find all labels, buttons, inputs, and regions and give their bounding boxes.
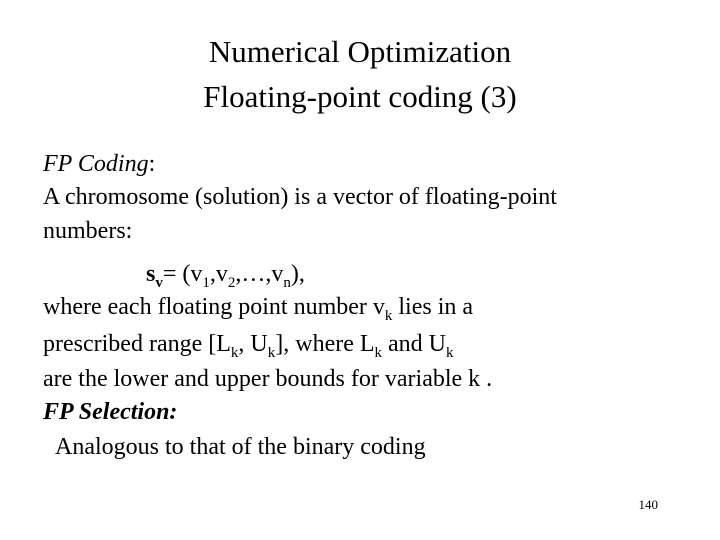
page-number: 140 [638,497,658,512]
formula-sub-n: n [283,275,291,291]
fp-selection-heading: FP Selection: [43,399,178,425]
body-line-chromosome: A chromosome (solution) is a vector of floating-point [43,184,557,210]
body-line-where-each [43,294,474,324]
body-line-numbers: numbers: [43,218,133,244]
fp-coding-colon: : [148,151,156,177]
selection-description: Analogous to that of the binary coding [55,434,426,460]
formula-mid: ,…,v [235,261,284,287]
body-line4-text-d: and U [382,331,447,357]
formula-symbol: s [146,261,156,287]
body-line4-sub-2: k [267,345,276,361]
fp-coding-label: FP Coding [43,151,149,177]
body-line4-sub-1: k [230,345,239,361]
formula-sub-2: 2 [227,275,236,291]
formula-eq-open: = (v [162,261,203,287]
formula-comma: ,v [209,261,228,287]
body-line4-sub-3: k [374,345,383,361]
body-line4-text-c: ], where L [275,331,375,357]
body-line-prescribed-range [43,331,454,361]
formula-symbol-sub: v [155,275,163,291]
fp-coding-heading [43,152,155,176]
formula-sub-1: 1 [202,275,210,291]
body-line3-text-a: where each floating point number v [43,294,385,320]
formula-close: ), [290,261,305,287]
body-line4-text-b: , U [238,331,268,357]
body-line3-sub: k [384,308,393,324]
slide-title-line-1: Numerical Optimization [208,34,512,69]
body-line4-sub-4: k [446,345,454,361]
body-line-bounds: are the lower and upper bounds for variable k . [43,366,493,392]
formula-line [146,261,305,291]
body-line4-text-a: prescribed range [L [43,331,231,357]
slide-title-line-2: Floating-point coding (3) [203,79,517,114]
body-line3-text-b: lies in a [392,294,474,320]
